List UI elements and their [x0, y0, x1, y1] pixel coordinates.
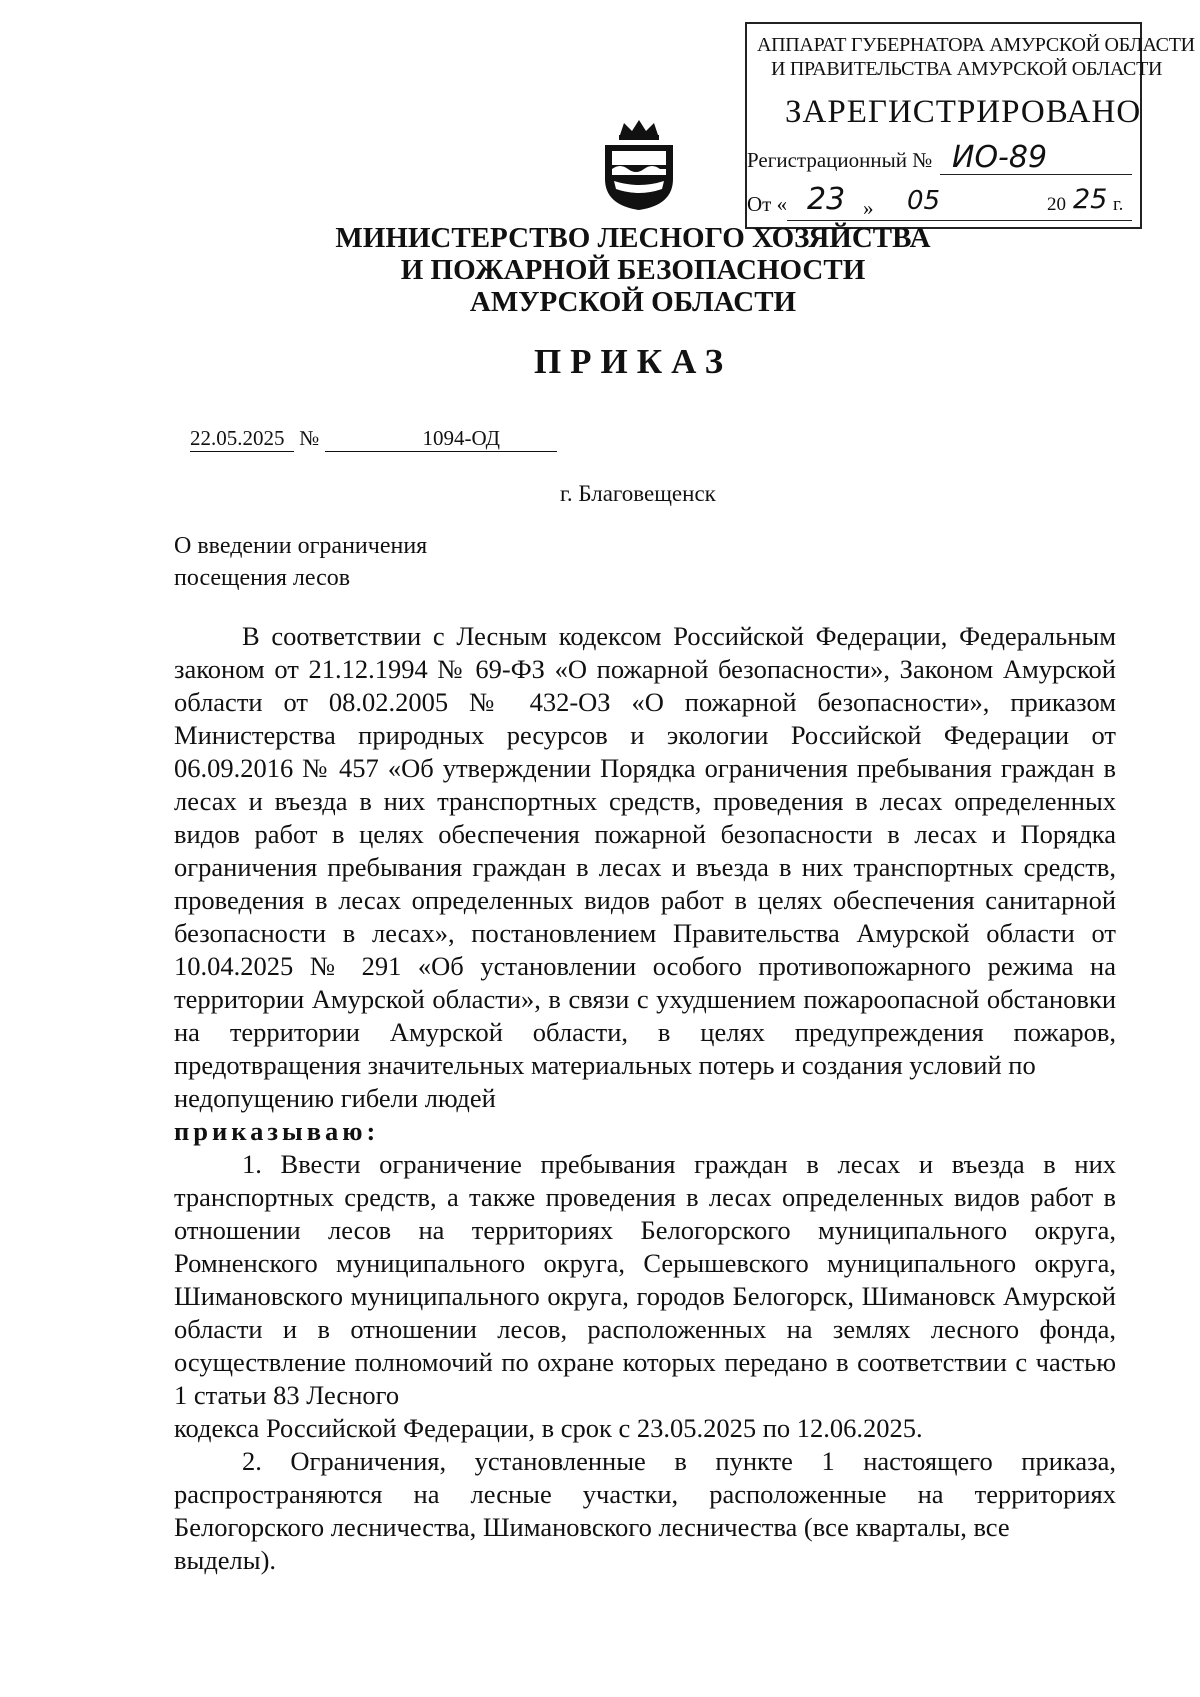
stamp-date-day: 23 — [807, 182, 846, 217]
ministry-heading — [320, 222, 946, 318]
item-1-last-line: кодекса Российской Федерации, в срок с 23.05.2025 по 12.06.2025. — [174, 1413, 923, 1443]
order-subject — [174, 530, 427, 594]
stamp-date-month: 05 — [907, 186, 941, 216]
subject-line1: О введении ограничения — [174, 533, 428, 559]
ministry-line1: МИНИСТЕРСТВО ЛЕСНОГО ХОЗЯЙСТВА — [335, 222, 931, 254]
document-type-title: ПРИКАЗ — [533, 342, 733, 381]
stamp-date-prefix: От « — [747, 192, 788, 216]
order-number-label: № — [299, 426, 320, 450]
ministry-line2: И ПОЖАРНОЙ БЕЗОПАСНОСТИ — [400, 254, 866, 286]
order-number: 1094-ОД — [325, 426, 557, 452]
item-1-paragraph: 1. Ввести ограничение пребывания граждан в лесах и въезда в них транспортных средств, а также проведения в лесах определенных видов работ в отношении лесов на территориях Белогорского муниципального округа, Ромненского муниципального округа, Серышевского муниципального округа, Шимановского муниципального округа, городов Белогорск, Шимановск Амурской области и в отношении лесов, расположенных на землях лесного фонда, осуществление полномочий по охране которых передано в соответствии с частью 1 статьи 83 Лесного — [174, 1149, 1116, 1410]
city: г. Благовещенск — [560, 481, 716, 506]
stamp-org-line2: И ПРАВИТЕЛЬСТВА АМУРСКОЙ ОБЛАСТИ — [771, 58, 1163, 80]
stamp-reg-no-label: Регистрационный № — [747, 148, 933, 172]
coat-of-arms-emblem — [602, 117, 676, 211]
preamble-last-line: недопущению гибели людей — [174, 1083, 496, 1113]
stamp-date-year: 25 — [1073, 184, 1108, 215]
order-date: 22.05.2025 — [190, 426, 294, 452]
stamp-org-line1: АППАРАТ ГУБЕРНАТОРА АМУРСКОЙ ОБЛАСТИ — [757, 34, 1195, 56]
order-date-number — [190, 426, 557, 452]
stamp-registered: ЗАРЕГИСТРИРОВАНО — [785, 94, 1142, 130]
stamp-reg-no-value: ИО-89 — [952, 140, 1048, 175]
preamble-paragraph: В соответствии с Лесным кодексом Российской Федерации, Федеральным законом от 21.12.1994 № 69-ФЗ «О пожарной безопасности», Законом Амурской области от 08.02.2005 № 432-ОЗ «О пожарной безопасности», приказом Министерства природных ресурсов и экологии Российской Федерации от 06.09.2016 № 457 «Об утверждении Порядка ограничения пребывания граждан в лесах и въезда в них транспортных средств, проведения в лесах определенных видов работ в целях обеспечения пожарной безопасности в лесах и Порядка ограничения пребывания граждан в лесах и въезда в них транспортных средств, проведения в лесах определенных видов работ в целях обеспечения санитарной безопасности в лесах», постановлением Правительства Амурской области от 10.04.2025 № 291 «Об установлении особого противопожарного режима на территории Амурской области», в связи с ухудшением пожароопасной обстановки на территории Амурской области, в целях предупреждения пожаров, предотвращения значительных материальных потерь и создания условий по — [174, 621, 1116, 1080]
stamp-date-year-prefix: 20 — [1047, 194, 1066, 215]
orders-keyword: приказываю: — [174, 1116, 380, 1146]
registration-stamp — [745, 22, 1195, 229]
stamp-date-year-end: г. — [1113, 194, 1124, 215]
stamp-date-underline — [787, 220, 1132, 221]
ministry-line3: АМУРСКОЙ ОБЛАСТИ — [469, 286, 797, 318]
item-2-last-line: выделы). — [174, 1545, 277, 1575]
subject-line2: посещения лесов — [174, 565, 351, 591]
order-body — [174, 620, 1116, 1577]
item-2-paragraph: 2. Ограничения, установленные в пункте 1 настоящего приказа, распространяются на лесные участки, расположенные на территориях Белогорского лесничества, Шимановского лесничества (все кварталы, все — [174, 1446, 1116, 1542]
stamp-date-day-close: » — [863, 196, 874, 220]
